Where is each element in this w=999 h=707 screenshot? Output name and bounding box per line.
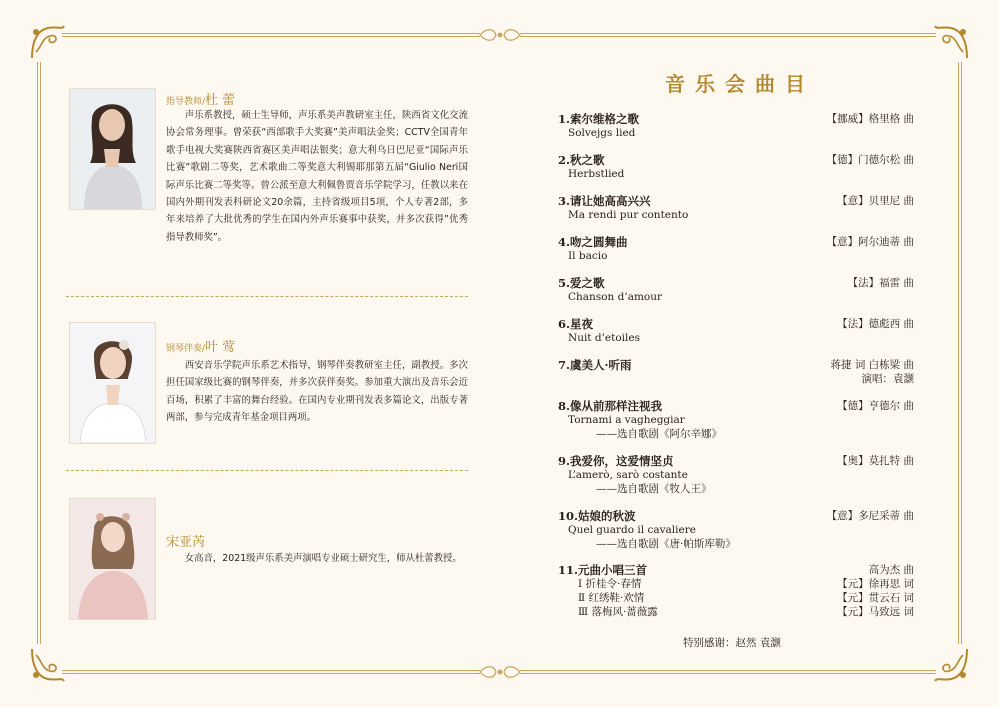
top-center-ornament-icon [476, 27, 524, 43]
special-thanks: 特别感谢：赵然 袁灏 [683, 637, 781, 649]
portrait-image-icon [70, 323, 155, 443]
program-item-4 [558, 235, 914, 263]
piece-title: 2.秋之歌 [558, 153, 605, 167]
piece-subtitle: Solvejgs lied [568, 127, 636, 139]
frame-bottom-line-left [62, 670, 480, 674]
piece-title: 11.元曲小唱三首 [558, 563, 648, 577]
program-item-5 [558, 276, 914, 304]
program-item-7 [558, 358, 914, 386]
part-label: Ⅰ 折桂令·春情 [578, 578, 642, 590]
frame-left-line [37, 62, 41, 644]
piece-credit: 【德】亨德尔 曲 [837, 400, 914, 412]
program-title: 音乐会曲目 [665, 72, 815, 96]
program-item-10 [558, 509, 914, 551]
piece-source: ——选自歌剧《唐·帕斯库勒》 [596, 538, 736, 550]
piece-title: 10.姑娘的秋波 [558, 509, 636, 523]
piece-subtitle: Tornami a vagheggiar [568, 414, 685, 426]
piece-credit: 高为杰 曲 [868, 564, 914, 576]
portrait-image-icon [70, 89, 155, 209]
part-label: Ⅱ 红绣鞋·欢情 [578, 592, 645, 604]
piece-credit: 【德】门德尔松 曲 [826, 154, 914, 166]
part-label: Ⅲ 落梅风·蔷薇露 [578, 606, 658, 618]
bio-person-name: 杜 蕾 [205, 93, 236, 108]
piece-credit: 蒋捷 词 白栋梁 曲 [830, 359, 914, 371]
piece-subtitle: Il bacio [568, 250, 608, 262]
piece-credit: 【奥】莫扎特 曲 [837, 455, 914, 467]
bio-name-1 [166, 89, 235, 108]
piece-credit: 【法】福雷 曲 [847, 277, 914, 289]
bio-name-3 [166, 531, 205, 550]
bio-text-3: 女高音，2021级声乐系美声演唱专业硕士研究生，师从杜蕾教授。 [184, 553, 462, 564]
bio-text-1: 声乐系教授，硕士生导师，声乐系美声教研室主任，陕西省文化交流协会常务理事。曾荣获“西部歌手大奖赛”美声唱法金奖；CCTV全国青年歌手电视大奖赛陕西省赛区美声唱法银奖；意大利乌日巴尼亚“国际声乐比赛”歌剧二等奖，艺术歌曲二等奖意大利锡耶那第五届“Giulio Neri国际声乐比赛二等奖等。曾公派至意大利佩鲁贾音乐学院学习，任教以来在国内外期刊发表科研论文20余篇，主持省级项目5项，个人专著2部，多年来培养了大批优秀的学生在国内外声乐赛事中获奖，并多次获得”优秀指导教师奖”。 [166, 110, 468, 243]
piece-performer: 演唱：袁灏 [861, 373, 914, 385]
piece-subtitle: L’amerò, sarò costante [568, 469, 688, 481]
program-item-11 [558, 563, 914, 619]
piece-subtitle: Herbstlied [568, 168, 625, 180]
piece-credit: 【挪威】格里格 曲 [826, 113, 914, 125]
piece-source: ——选自歌剧《牧人王》 [596, 483, 712, 495]
program-item-2 [558, 153, 914, 181]
program-item-3 [558, 194, 914, 222]
corner-ornament-bottom-left-icon [28, 645, 68, 685]
frame-top-line-right [520, 33, 936, 37]
program-item-8 [558, 399, 914, 441]
corner-ornament-top-right-icon [931, 22, 971, 62]
piece-title: 8.像从前那样注视我 [558, 399, 663, 413]
frame-bottom-line-right [520, 670, 936, 674]
piece-title: 5.爱之歌 [558, 276, 605, 290]
photo-song-yarui [69, 498, 156, 620]
piece-title: 1.索尔维格之歌 [558, 112, 640, 126]
bio-role: 钢琴伴奏/ [166, 344, 206, 354]
part-credit: 【元】徐再思 词 [837, 578, 914, 590]
corner-ornament-top-left-icon [28, 22, 68, 62]
piece-subtitle: Quel guardo il cavaliere [568, 524, 696, 536]
program-item-6 [558, 317, 914, 345]
piece-credit: 【意】多尼采蒂 曲 [826, 510, 914, 522]
corner-ornament-bottom-right-icon [931, 645, 971, 685]
piece-credit: 【意】贝里尼 曲 [837, 195, 914, 207]
divider-2 [66, 470, 468, 471]
bio-name-2 [166, 336, 235, 355]
frame-top-line-left [62, 33, 480, 37]
piece-title: 3.请让她高高兴兴 [558, 194, 651, 208]
piece-title: 7.虞美人·听雨 [558, 358, 632, 372]
frame-right-line [958, 62, 962, 644]
piece-subtitle: Nuit d’etoiles [568, 332, 640, 344]
piece-credit: 【法】德彪西 曲 [837, 318, 914, 330]
piece-title: 6.星夜 [558, 317, 594, 331]
divider-1 [66, 296, 468, 297]
part-credit: 【元】贯云石 词 [837, 592, 914, 604]
piece-credit: 【意】阿尔迪蒂 曲 [826, 236, 914, 248]
piece-title: 9.我爱你，这爱情坚贞 [558, 454, 674, 468]
piece-title: 4.吻之圆舞曲 [558, 235, 628, 249]
piece-subtitle: Chanson d’amour [568, 291, 663, 303]
bottom-center-ornament-icon [476, 664, 524, 680]
photo-ye-ying [69, 322, 156, 444]
bio-person-name: 宋亚芮 [166, 535, 206, 550]
program-item-1 [558, 112, 914, 140]
photo-du-lei [69, 88, 156, 210]
bio-role: 指导教师/ [166, 97, 206, 107]
bio-text-2: 西安音乐学院声乐系艺术指导，钢琴伴奏教研室主任，副教授。多次担任国家级比赛的钢琴伴奏，并多次获伴奏奖。参加重大演出及音乐会近百场，积累了丰富的舞台经验。在国内专业期刊发表多篇论文，出版专著两部，参与完成青年基金项目两项。 [166, 360, 468, 424]
program-item-9 [558, 454, 914, 496]
piece-source: ——选自歌剧《阿尔辛娜》 [596, 428, 722, 440]
portrait-image-icon [70, 499, 155, 619]
piece-subtitle: Ma rendi pur contento [568, 209, 689, 221]
part-credit: 【元】马致远 词 [837, 606, 914, 618]
bio-person-name: 叶 莺 [205, 340, 236, 355]
